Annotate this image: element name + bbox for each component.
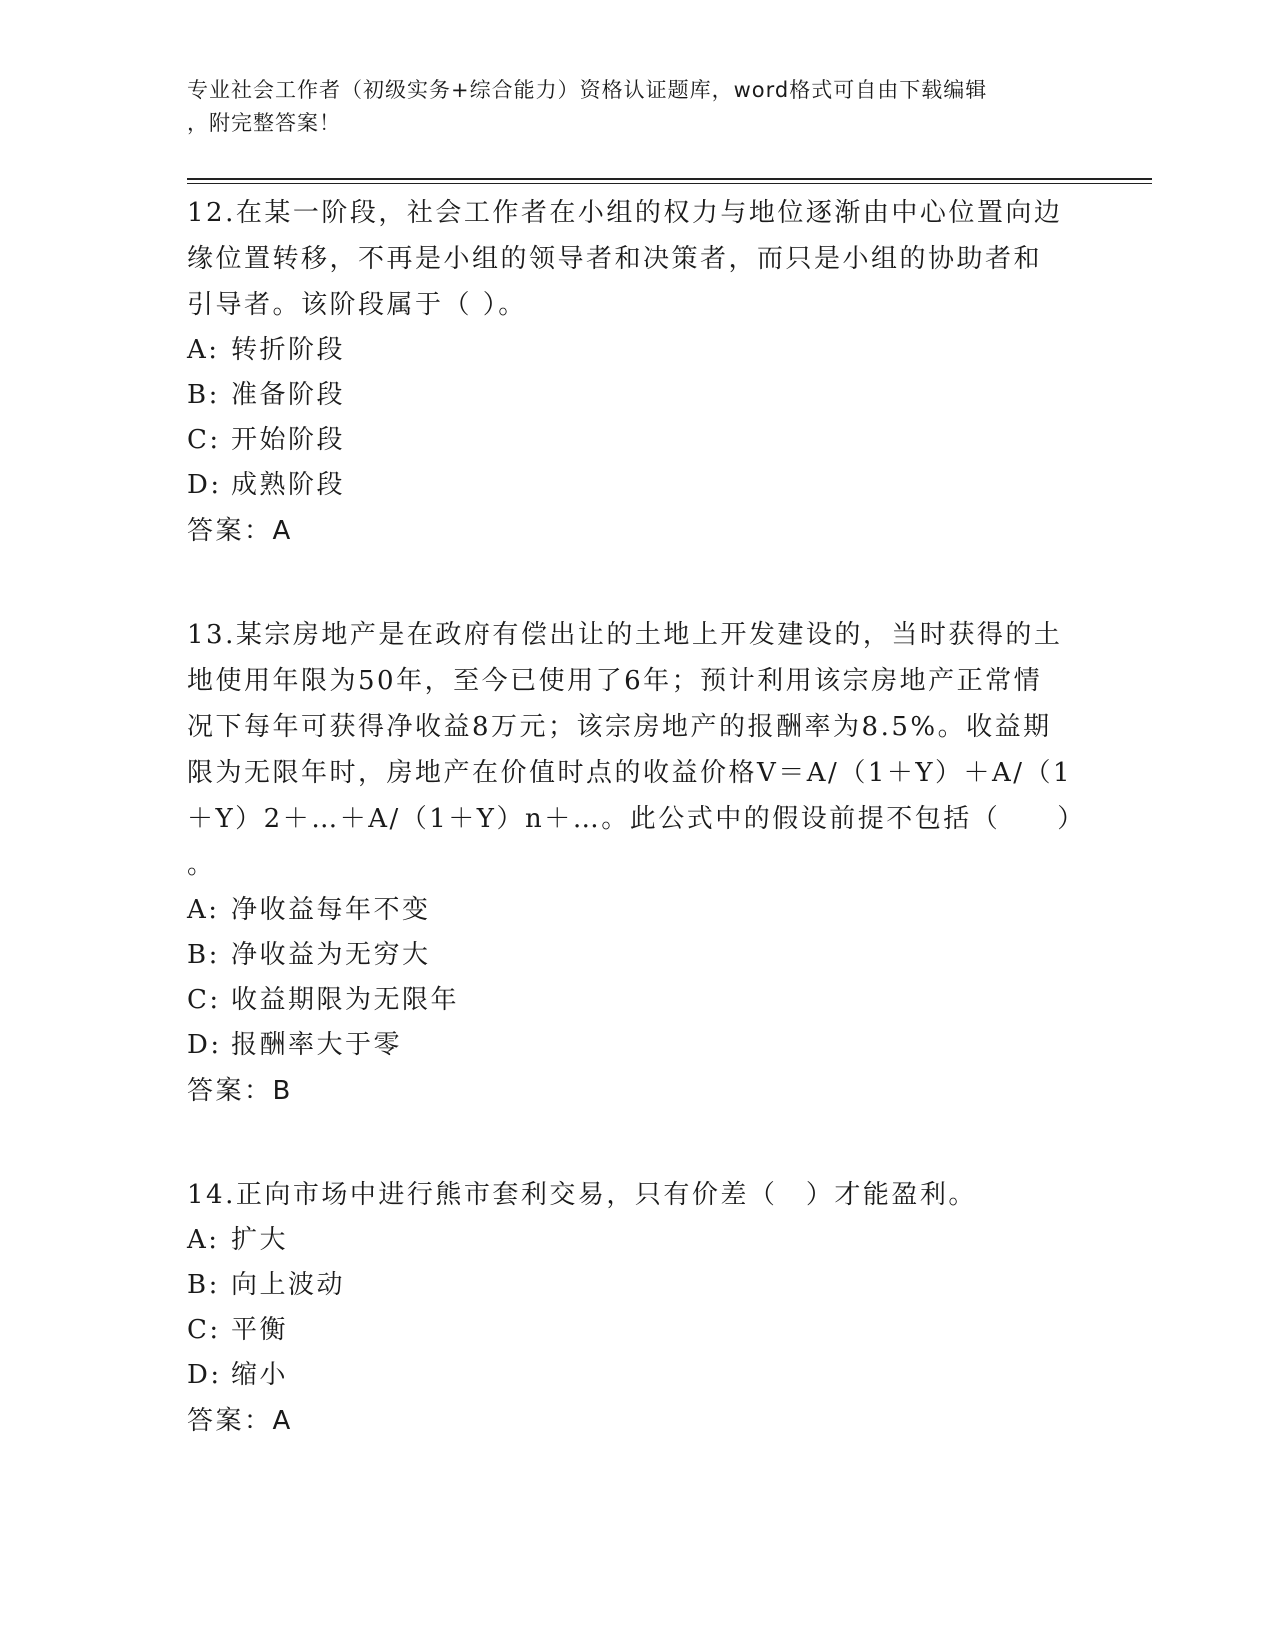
question-stem-line: 缘位置转移，不再是小组的领导者和决策者，而只是小组的协助者和 bbox=[187, 244, 1043, 274]
option-a bbox=[187, 888, 1087, 933]
question-13 bbox=[187, 612, 1087, 1114]
option-letter: C: bbox=[187, 985, 221, 1015]
question-stem-line: 限为无限年时，房地产在价值时点的收益价格V＝A/（1＋Y）＋A/（1 bbox=[187, 758, 1073, 788]
option-text: 准备阶段 bbox=[231, 380, 346, 410]
option-b bbox=[187, 933, 1087, 978]
option-c bbox=[187, 1308, 1087, 1353]
option-letter: A: bbox=[187, 335, 220, 365]
option-text: 平衡 bbox=[231, 1315, 289, 1345]
question-stem-line: 。 bbox=[187, 850, 216, 880]
header-divider-thick bbox=[187, 178, 1152, 180]
option-d bbox=[187, 1023, 1087, 1068]
option-d bbox=[187, 463, 1087, 508]
option-b bbox=[187, 1263, 1087, 1308]
option-text: 扩大 bbox=[231, 1225, 289, 1255]
option-text: 开始阶段 bbox=[231, 425, 346, 455]
question-stem-line: 13.某宗房地产是在政府有偿出让的土地上开发建设的，当时获得的土 bbox=[187, 620, 1063, 650]
option-letter: A: bbox=[187, 1225, 220, 1255]
option-text: 成熟阶段 bbox=[231, 470, 346, 500]
answer-line: 答案：A bbox=[187, 516, 293, 546]
header-divider-thin bbox=[187, 183, 1152, 184]
question-14 bbox=[187, 1172, 1087, 1444]
option-text: 向上波动 bbox=[231, 1270, 346, 1300]
question-stem-line: 12.在某一阶段，社会工作者在小组的权力与地位逐渐由中心位置向边 bbox=[187, 198, 1063, 228]
option-text: 净收益为无穷大 bbox=[231, 940, 431, 970]
header-line-2: ，附完整答案！ bbox=[187, 111, 341, 135]
question-stem-line: 引导者。该阶段属于（ ）。 bbox=[187, 290, 527, 320]
option-c bbox=[187, 418, 1087, 463]
option-letter: D: bbox=[187, 470, 222, 500]
document-header bbox=[187, 74, 1087, 140]
question-stem-line: 况下每年可获得净收益8万元；该宗房地产的报酬率为8.5%。收益期 bbox=[187, 712, 1052, 742]
option-letter: D: bbox=[187, 1030, 222, 1060]
option-a bbox=[187, 1218, 1087, 1263]
option-text: 报酬率大于零 bbox=[231, 1030, 403, 1060]
answer-line: 答案：B bbox=[187, 1076, 293, 1106]
option-c bbox=[187, 978, 1087, 1023]
question-stem-line: ＋Y）2＋…＋A/（1＋Y）n＋…。此公式中的假设前提不包括（ ） bbox=[187, 804, 1086, 834]
option-text: 收益期限为无限年 bbox=[231, 985, 460, 1015]
question-list bbox=[187, 190, 1087, 1444]
option-a bbox=[187, 328, 1087, 373]
option-letter: B: bbox=[187, 940, 220, 970]
option-letter: A: bbox=[187, 895, 220, 925]
option-text: 转折阶段 bbox=[231, 335, 346, 365]
option-text: 缩小 bbox=[231, 1360, 289, 1390]
option-letter: D: bbox=[187, 1360, 222, 1390]
header-line-1: 专业社会工作者（初级实务+综合能力）资格认证题库，word格式可自由下载编辑 bbox=[187, 78, 988, 102]
question-12 bbox=[187, 190, 1087, 554]
option-letter: C: bbox=[187, 1315, 221, 1345]
option-letter: B: bbox=[187, 1270, 220, 1300]
option-d bbox=[187, 1353, 1087, 1398]
question-stem-line: 14.正向市场中进行熊市套利交易，只有价差（ ）才能盈利。 bbox=[187, 1180, 977, 1210]
option-letter: C: bbox=[187, 425, 221, 455]
answer-line: 答案：A bbox=[187, 1406, 293, 1436]
option-letter: B: bbox=[187, 380, 220, 410]
question-stem-line: 地使用年限为50年，至今已使用了6年；预计利用该宗房地产正常情 bbox=[187, 666, 1043, 696]
option-b bbox=[187, 373, 1087, 418]
option-text: 净收益每年不变 bbox=[231, 895, 431, 925]
